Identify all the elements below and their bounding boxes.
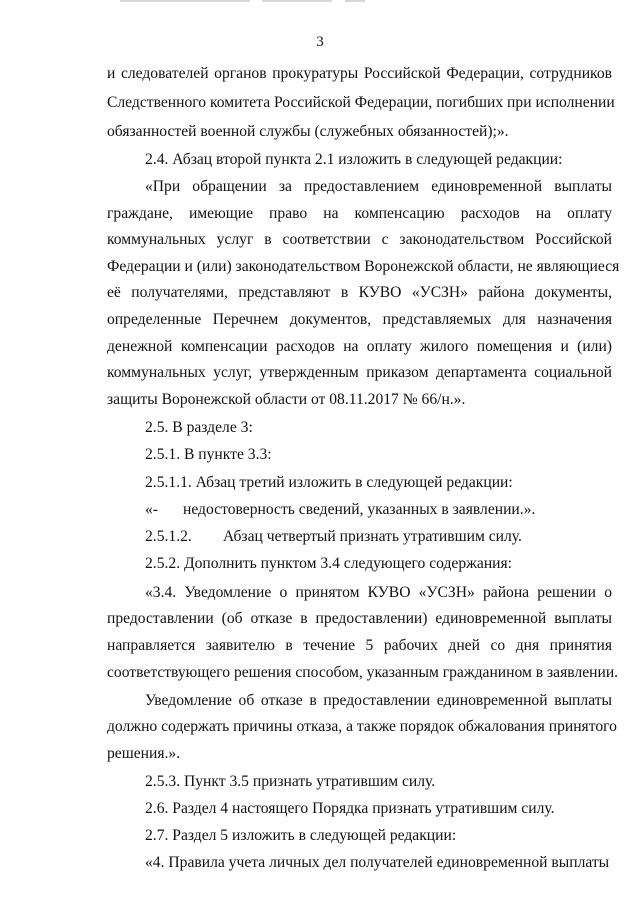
item-text: Абзац четвертый признать утратившим силу. bbox=[223, 528, 522, 545]
paragraph-heading: 2.5.2. Дополнить пунктом 3.4 следующего содержания: bbox=[145, 555, 513, 572]
text-line: денежной компенсации расходов на оплату жилого помещения и (или) bbox=[107, 338, 612, 355]
paragraph-heading: 2.5.1. В пункте 3.3: bbox=[145, 446, 272, 463]
paragraph-heading: 2.5.3. Пункт 3.5 признать утратившим силу. bbox=[145, 773, 436, 790]
text-line: определенные Перечнем документов, представляемых для назначения bbox=[107, 311, 612, 328]
text-line: Следственного комитета Российской Федерации, погибших при исполнении bbox=[107, 94, 615, 111]
page-number: 3 bbox=[316, 34, 324, 50]
text-line: «При обращении за предоставлением единовременной выплаты bbox=[145, 178, 612, 195]
paragraph-heading: 2.7. Раздел 5 изложить в следующей редакции: bbox=[145, 827, 457, 844]
item-number: 2.5.1.2. bbox=[145, 528, 192, 545]
text-line: Федерации и (или) законодательством Воронежской области, не являющиеся bbox=[107, 258, 620, 275]
quoted-item-line bbox=[145, 500, 612, 520]
text-line: Уведомление об отказе в предоставлении единовременной выплаты bbox=[145, 692, 612, 709]
text-line: решения.». bbox=[107, 745, 181, 762]
quote-dash: «- bbox=[145, 501, 158, 518]
paragraph-heading: 2.5. В разделе 3: bbox=[145, 419, 253, 436]
text-line: предоставлении (об отказе в предоставлении) единовременной выплаты bbox=[107, 610, 612, 627]
scan-edge-mark bbox=[120, 0, 250, 2]
scan-edge-mark bbox=[262, 0, 332, 2]
text-line: и следователей органов прокуратуры Российской Федерации, сотрудников bbox=[107, 65, 612, 82]
paragraph-heading: 2.5.1.1. Абзац третий изложить в следующей редакции: bbox=[145, 474, 513, 491]
text-line: «3.4. Уведомление о принятом КУВО «УСЗН» района решении о bbox=[145, 584, 612, 601]
text-line: обязанностей военной службы (служебных обязанностей);». bbox=[107, 123, 509, 140]
text-line: коммунальных услуг в соответствии с законодательством Российской bbox=[107, 231, 612, 248]
text-line: её получателями, представляют в КУВО «УСЗН» района документы, bbox=[107, 284, 612, 301]
text-line: должно содержать причины отказа, а также порядок обжалования принятого bbox=[107, 718, 617, 735]
paragraph-heading: 2.6. Раздел 4 настоящего Порядка признать утратившим силу. bbox=[145, 800, 555, 817]
scan-edge-mark bbox=[345, 0, 365, 2]
text-line: направляется заявителю в течение 5 рабочих дней со дня принятия bbox=[107, 637, 612, 654]
text-line: соответствующего решения способом, указанным гражданином в заявлении. bbox=[107, 664, 619, 681]
text-line: защиты Воронежской области от 08.11.2017 № 66/н.». bbox=[107, 391, 466, 408]
text-line: граждане, имеющие право на компенсацию расходов на оплату bbox=[107, 205, 612, 222]
paragraph-item-line bbox=[145, 527, 612, 547]
quoted-item-text: недостоверность сведений, указанных в заявлении.». bbox=[183, 501, 536, 518]
text-line: коммунальных услуг, утвержденным приказом департамента социальной bbox=[107, 364, 612, 381]
text-line: «4. Правила учета личных дел получателей единовременной выплаты bbox=[145, 854, 610, 871]
paragraph-heading: 2.4. Абзац второй пункта 2.1 изложить в следующей редакции: bbox=[145, 151, 563, 168]
